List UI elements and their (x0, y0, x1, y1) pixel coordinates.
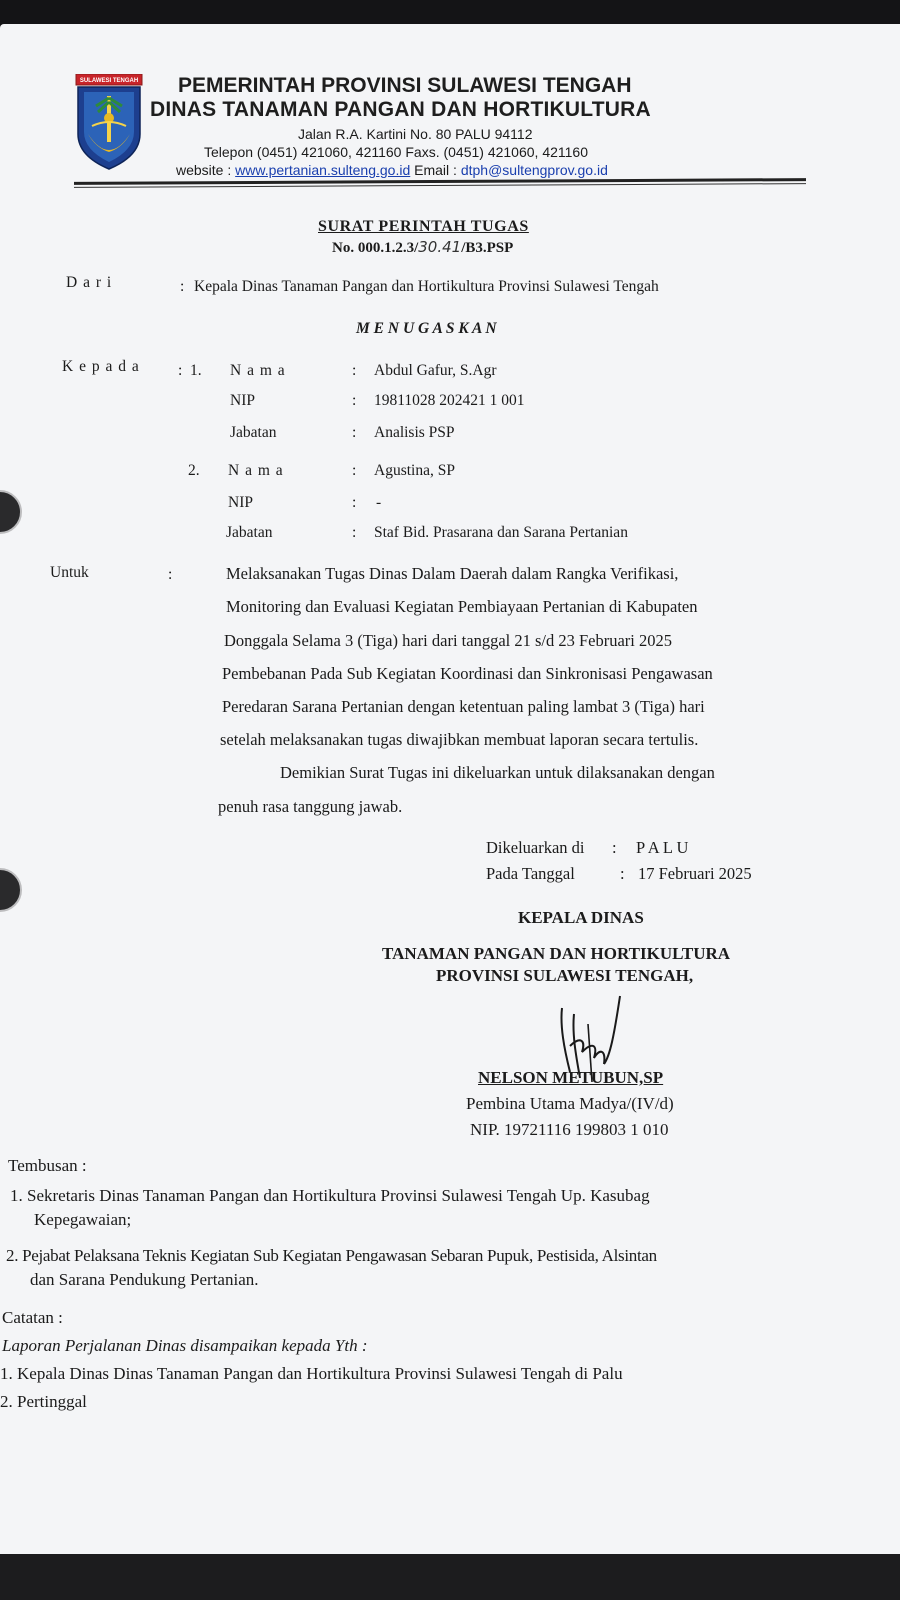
number-suffix: /B3.PSP (461, 240, 514, 256)
number-prefix: No. 000.1.2.3/ (332, 240, 419, 256)
untuk-label: Untuk (50, 564, 89, 581)
email-link[interactable]: dtph@sultengprov.go.id (460, 162, 608, 178)
untuk-line-5: Peredaran Sarana Pertanian dengan ketentuan paling lambat 3 (Tiga) hari (222, 697, 705, 716)
emblem-label: SULAWESI TENGAH (79, 78, 139, 84)
website-link[interactable]: www.pertanian.sulteng.go.id (235, 162, 411, 178)
document-title: SURAT PERINTAH TUGAS (318, 218, 529, 235)
person-1-nip-colon: : (352, 392, 357, 409)
untuk-line-6: setelah melaksanakan tugas diwajibkan membuat laporan secara tertulis. (220, 730, 699, 749)
tembusan-label: Tembusan : (8, 1156, 87, 1175)
dari-colon: : (180, 278, 185, 295)
bottom-edge (0, 1554, 900, 1600)
person-2-jabatan-colon: : (352, 524, 357, 541)
issued-date-colon: : (620, 864, 625, 883)
kepada-label: K e p a d a (62, 358, 140, 375)
signatory-title-1: KEPALA DINAS (518, 908, 644, 927)
catatan-item-1: 1. Kepala Dinas Dinas Tanaman Pangan dan Hortikultura Provinsi Sulawesi Tengah di Palu (0, 1364, 623, 1383)
dari-label: D a r i (66, 274, 113, 291)
person-2-nama-colon: : (352, 462, 357, 479)
untuk-line-1: Melaksanakan Tugas Dinas Dalam Daerah dalam Rangka Verifikasi, (226, 564, 679, 583)
person-2-jabatan: Staf Bid. Prasarana dan Sarana Pertanian (374, 524, 628, 541)
dari-value: Kepala Dinas Tanaman Pangan dan Hortikultura Provinsi Sulawesi Tengah (194, 278, 659, 295)
menugaskan-heading: M E N U G A S K A N (356, 320, 497, 337)
issued-date-label: Pada Tanggal (486, 864, 575, 883)
letterhead-line2: DINAS TANAMAN PANGAN DAN HORTIKULTURA (150, 98, 651, 121)
catatan-intro: Laporan Perjalanan Dinas disampaikan kepada Yth : (2, 1336, 368, 1355)
person-1-nama-label: N a m a (230, 362, 286, 379)
closing-line-2: penuh rasa tanggung jawab. (218, 797, 403, 816)
tembusan-item-1-line1: 1. Sekretaris Dinas Tanaman Pangan dan Hortikultura Provinsi Sulawesi Tengah Up. Kasubag (10, 1186, 650, 1205)
issued-place: P A L U (636, 838, 689, 857)
signatory-title-2: TANAMAN PANGAN DAN HORTIKULTURA (382, 944, 731, 963)
tembusan-item-1-line2: Kepegawaian; (34, 1210, 132, 1229)
person-2-jabatan-label: Jabatan (226, 524, 273, 541)
person-2-nama-label: N a m a (228, 462, 284, 479)
person-1-nip-label: NIP (230, 392, 255, 409)
catatan-item-2: 2. Pertinggal (0, 1392, 87, 1411)
person-2-nip: - (376, 494, 382, 511)
person-1-jabatan-label: Jabatan (230, 424, 277, 441)
letterhead-line1: PEMERINTAH PROVINSI SULAWESI TENGAH (178, 74, 632, 97)
kepada-colon: : (178, 362, 183, 379)
letterhead-address: Jalan R.A. Kartini No. 80 PALU 94112 (298, 126, 533, 142)
tembusan-item-2-line1: 2. Pejabat Pelaksana Teknis Kegiatan Sub Kegiatan Pengawasan Sebaran Pupuk, Pestisida, Alsintan (6, 1246, 657, 1265)
person-2-nip-label: NIP (228, 494, 253, 511)
untuk-line-2: Monitoring dan Evaluasi Kegiatan Pembiayaan Pertanian di Kabupaten (226, 597, 698, 616)
issued-date: 17 Februari 2025 (638, 864, 752, 883)
catatan-label: Catatan : (2, 1308, 63, 1327)
website-label: website : (176, 162, 236, 178)
person-1-number: 1. (190, 362, 202, 379)
document-number (332, 238, 513, 257)
signatory-title-3: PROVINSI SULAWESI TENGAH, (436, 966, 694, 985)
letterhead-phone: Telepon (0451) 421060, 421160 Faxs. (0451) 421060, 421160 (204, 144, 589, 160)
letterhead-contact (176, 162, 608, 178)
province-emblem-icon (74, 74, 144, 170)
person-2-nama: Agustina, SP (374, 462, 455, 479)
person-2-nip-colon: : (352, 494, 357, 511)
closing-line-1: Demikian Surat Tugas ini dikeluarkan untuk dilaksanakan dengan (280, 763, 715, 782)
person-1-jabatan: Analisis PSP (374, 424, 455, 441)
person-2-number: 2. (188, 462, 200, 479)
signatory-rank: Pembina Utama Madya/(IV/d) (466, 1094, 674, 1113)
number-handwritten: 30.41 (418, 238, 462, 256)
person-1-nip: 19811028 202421 1 001 (374, 392, 525, 409)
untuk-colon: : (168, 566, 173, 583)
issued-place-colon: : (612, 838, 617, 857)
signatory-name: NELSON METUBUN,SP (478, 1068, 664, 1087)
person-1-jabatan-colon: : (352, 424, 357, 441)
tembusan-item-2-line2: dan Sarana Pendukung Pertanian. (30, 1270, 259, 1289)
untuk-line-3: Donggala Selama 3 (Tiga) hari dari tanggal 21 s/d 23 Februari 2025 (224, 631, 673, 650)
issued-place-label: Dikeluarkan di (486, 838, 585, 857)
person-1-nama: Abdul Gafur, S.Agr (374, 362, 497, 379)
signatory-nip: NIP. 19721116 199803 1 010 (470, 1120, 669, 1139)
person-1-nama-colon: : (352, 362, 357, 379)
email-label: Email : (410, 162, 461, 178)
untuk-line-4: Pembebanan Pada Sub Kegiatan Koordinasi dan Sinkronisasi Pengawasan (222, 664, 713, 683)
